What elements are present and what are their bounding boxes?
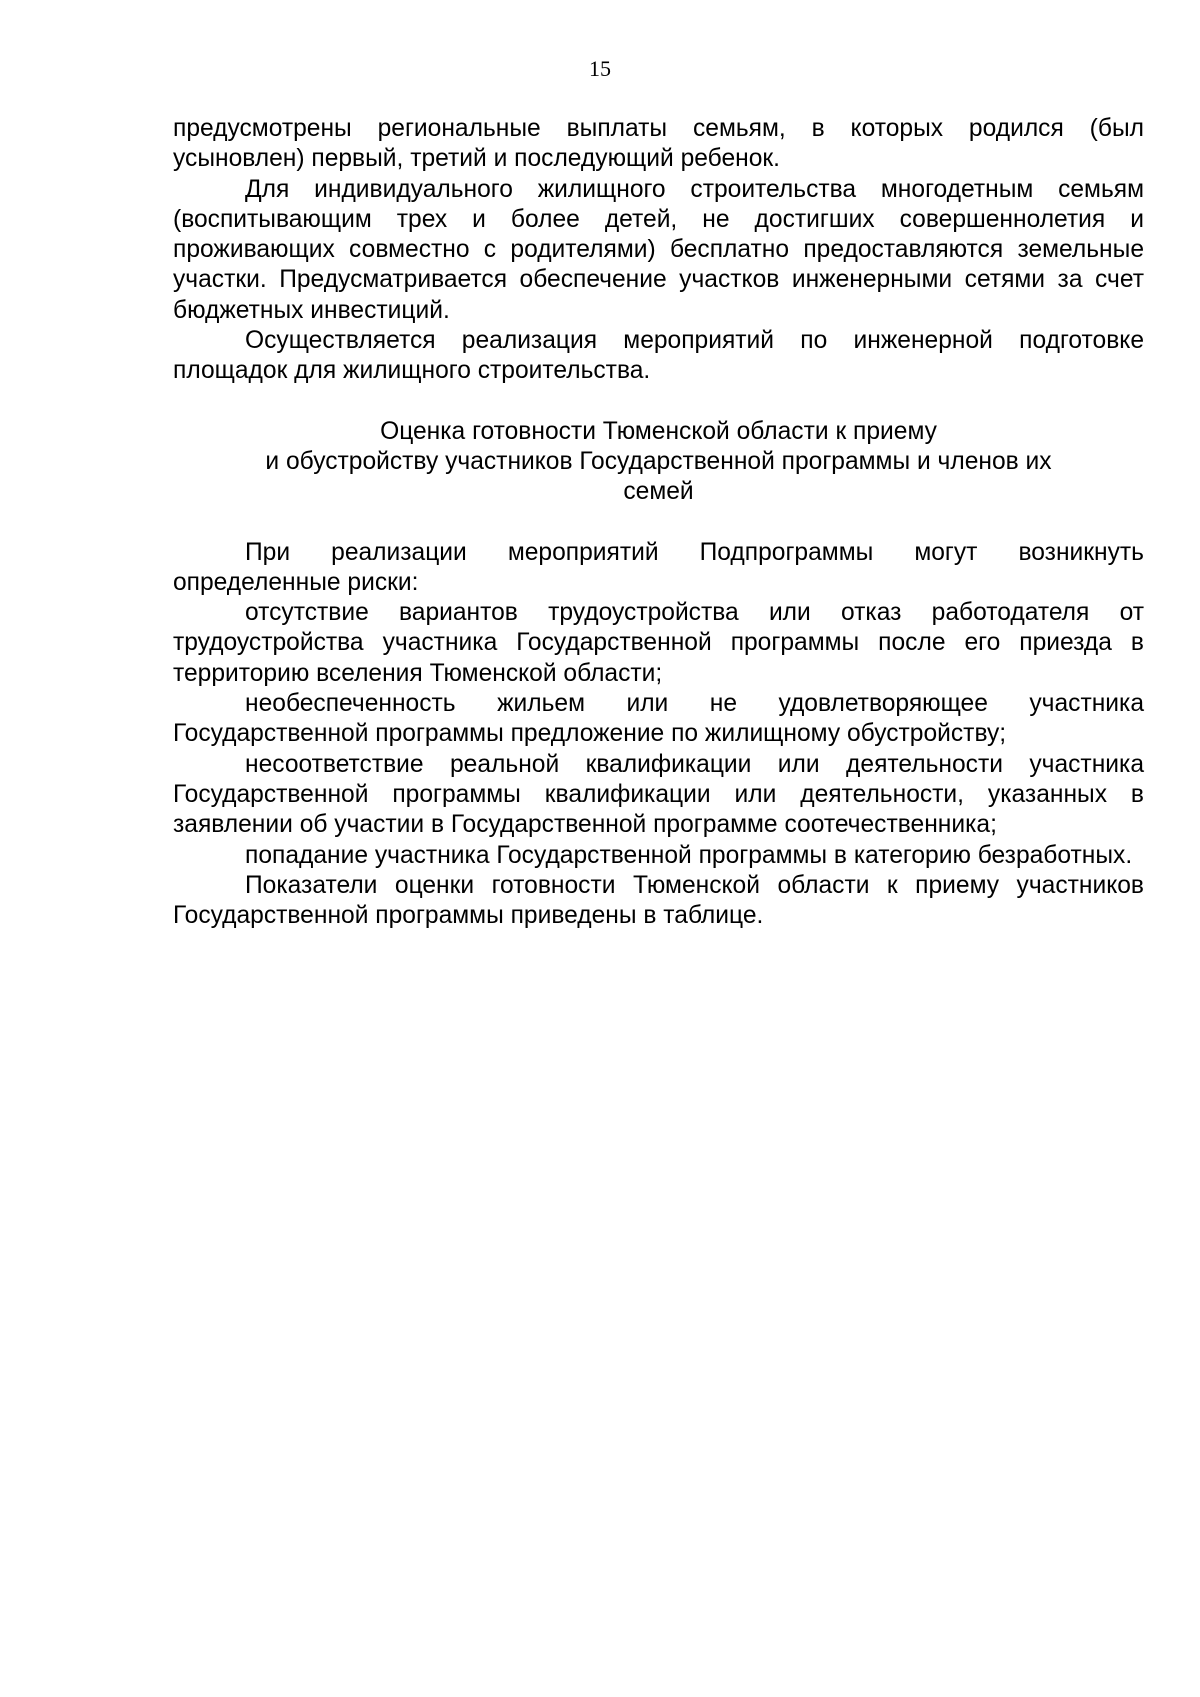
risk-item: отсутствие вариантов трудоустройства или отказ работодателя от трудоустройства участника Государственной программы после его приезда в территорию вселения Тюменской области; bbox=[173, 599, 1144, 687]
page-number: 15 bbox=[589, 56, 611, 81]
risk-item: необеспеченность жильем или не удовлетворяющее участника Государственной программы предложение по жилищному обустройству; bbox=[173, 690, 1144, 748]
risk-item: попадание участника Государственной программы в категорию безработных. bbox=[245, 841, 1133, 869]
paragraph: Для индивидуального жилищного строительства многодетным семьям (воспитывающим трех и более детей, не достигших совершеннолетия и проживающих совместно с родителями) бесплатно предоставляются земельные участки. Предусматривается обеспечение участков инженерными сетями за счет бюджетных инвестиций. bbox=[173, 175, 1144, 324]
document-body bbox=[173, 114, 1144, 931]
section-heading-line: семей bbox=[623, 478, 694, 506]
paragraph: При реализации мероприятий Подпрограммы могут возникнуть определенные риски: bbox=[173, 538, 1144, 596]
paragraph: Показатели оценки готовности Тюменской области к приему участников Государственной программы приведены в таблице. bbox=[173, 871, 1144, 930]
section-heading-line: и обустройству участников Государственной программы и членов их bbox=[265, 447, 1052, 475]
paragraph: предусмотрены региональные выплаты семьям, в которых родился (был усыновлен) первый, третий и последующий ребенок. bbox=[173, 115, 1144, 173]
section-heading bbox=[173, 417, 1144, 508]
risk-item: несоответствие реальной квалификации или деятельности участника Государственной программы квалификации или деятельности, указанных в заявлении об участии в Государственной программе соотечественника; bbox=[173, 750, 1144, 839]
section-heading-line: Оценка готовности Тюменской области к приему bbox=[380, 417, 937, 445]
paragraph: Осуществляется реализация мероприятий по инженерной подготовке площадок для жилищного строительства. bbox=[173, 327, 1144, 385]
